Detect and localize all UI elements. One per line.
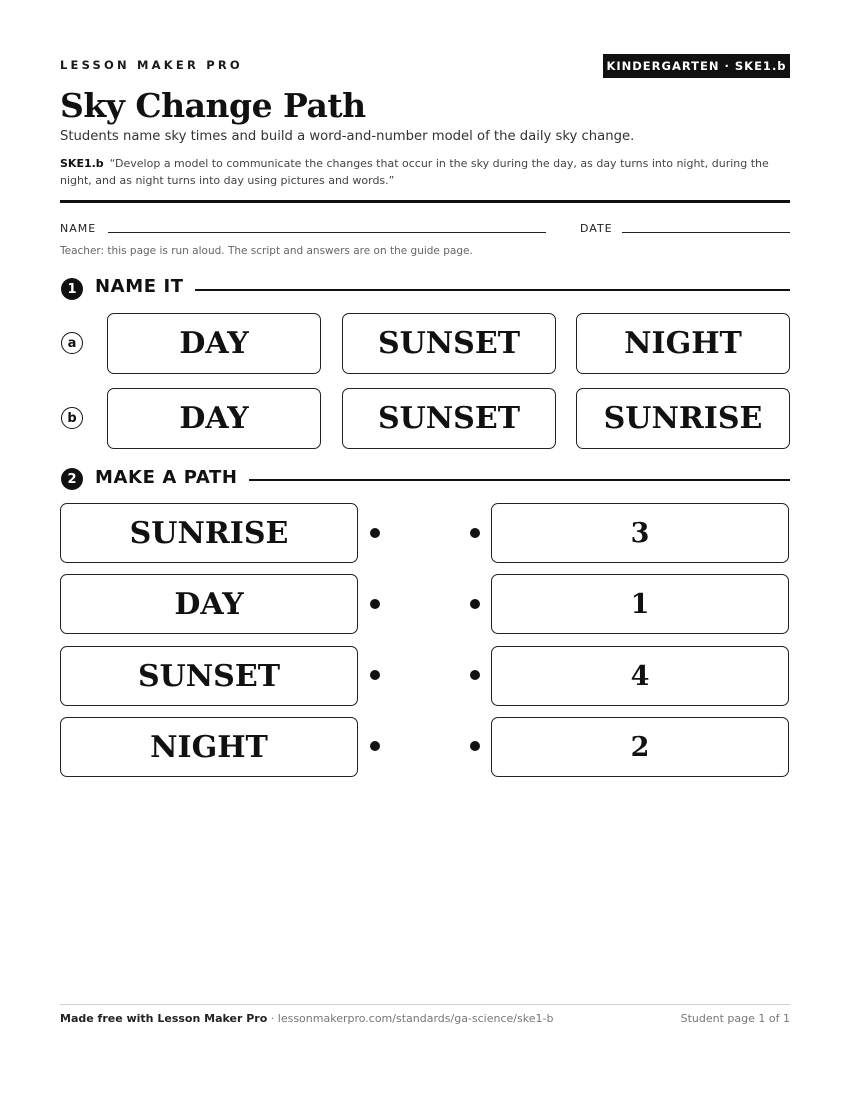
path-word-card[interactable]: NIGHT (60, 717, 358, 777)
page-title: Sky Change Path (60, 86, 366, 125)
row-b-label: b (61, 407, 83, 429)
left-connect-dot[interactable] (370, 670, 380, 680)
right-connect-dot[interactable] (470, 599, 480, 609)
path-number-card[interactable]: 3 (491, 503, 789, 563)
row-a-label: a (61, 332, 83, 354)
section-1-rule (195, 289, 790, 291)
section-2-rule (249, 479, 790, 481)
section-1-number: 1 (61, 278, 83, 300)
standard-statement (60, 155, 795, 189)
word-card[interactable]: SUNSET (342, 388, 556, 449)
footer-made-with: Made free with Lesson Maker Pro (60, 1012, 268, 1025)
right-connect-dot[interactable] (470, 670, 480, 680)
section-2-title: MAKE A PATH (95, 467, 238, 488)
path-number-card[interactable]: 2 (491, 717, 789, 777)
word-card[interactable]: SUNSET (342, 313, 556, 374)
path-word-card[interactable]: DAY (60, 574, 358, 634)
path-word-card[interactable]: SUNSET (60, 646, 358, 706)
footer-divider (60, 1004, 790, 1005)
grade-standard-badge: KINDERGARTEN · SKE1.b (603, 54, 790, 78)
path-word-card[interactable]: SUNRISE (60, 503, 358, 563)
footer-credit (60, 1012, 553, 1025)
left-connect-dot[interactable] (370, 528, 380, 538)
footer-url: · lessonmakerpro.com/standards/ga-science/ske1-b (267, 1012, 554, 1025)
section-2-number: 2 (61, 468, 83, 490)
teacher-note: Teacher: this page is run aloud. The script and answers are on the guide page. (60, 245, 473, 257)
right-connect-dot[interactable] (470, 741, 480, 751)
section-1-title: NAME IT (95, 276, 184, 297)
brand-name: LESSON MAKER PRO (60, 58, 243, 72)
header-divider (60, 200, 790, 203)
name-label: NAME (60, 222, 97, 235)
date-field[interactable] (622, 232, 790, 233)
page-subtitle: Students name sky times and build a word-and-number model of the daily sky change. (60, 129, 635, 144)
word-card[interactable]: SUNRISE (576, 388, 790, 449)
footer-page-number: Student page 1 of 1 (680, 1012, 790, 1025)
path-number-card[interactable]: 4 (491, 646, 789, 706)
left-connect-dot[interactable] (370, 741, 380, 751)
word-card[interactable]: NIGHT (576, 313, 790, 374)
path-number-card[interactable]: 1 (491, 574, 789, 634)
standard-text: “Develop a model to communicate the changes that occur in the sky during the day, as day turns into night, during the night, and as night turns into day using pictures and words.” (60, 157, 769, 187)
word-card[interactable]: DAY (107, 313, 321, 374)
standard-code: SKE1.b (60, 157, 104, 170)
left-connect-dot[interactable] (370, 599, 380, 609)
date-label: DATE (580, 222, 613, 235)
word-card[interactable]: DAY (107, 388, 321, 449)
name-field[interactable] (108, 232, 546, 233)
right-connect-dot[interactable] (470, 528, 480, 538)
